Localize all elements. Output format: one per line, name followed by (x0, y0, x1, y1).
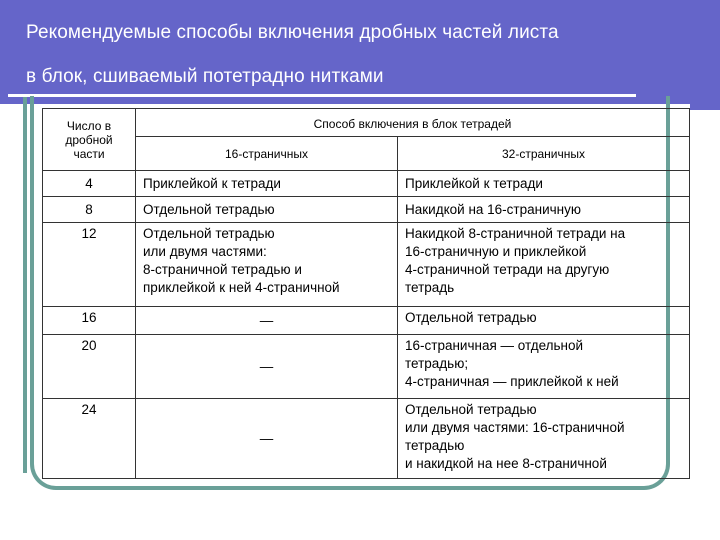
table-row (43, 335, 690, 399)
method-16-page-cell (136, 197, 398, 223)
table-row (43, 197, 690, 223)
cell-text-line: 16‑страничную и приклейкой (405, 244, 587, 259)
cell-text-line: тетрадью; (405, 356, 469, 371)
cell-text-line: 16-страничная — отдельной (405, 338, 584, 353)
cell-text-line: Отдельной тетрадью (405, 310, 537, 325)
method-32-page-cell (398, 307, 690, 335)
table-row (43, 223, 690, 307)
binding-methods-table (42, 108, 690, 479)
cell-text-line: и накидкой на нее 8-страничной (405, 456, 607, 471)
cell-text-line: — (259, 312, 274, 328)
cell-text-line: 4-страничной тетради на другую (405, 262, 610, 277)
cell-text-line: Отдельной тетрадью (143, 226, 275, 241)
method-16-page-cell (136, 307, 398, 335)
table-row (43, 307, 690, 335)
row-number-cell: 12 (43, 223, 136, 307)
table-subheader-row (43, 137, 690, 171)
row-number-cell: 16 (43, 307, 136, 335)
row-number-cell: 20 (43, 335, 136, 399)
slide-title-line-2: в блок, сшиваемый потетрадно нитками (26, 66, 384, 87)
row-number-cell: 8 (43, 197, 136, 223)
method-16-page-cell (136, 171, 398, 197)
cell-text-line: Отдельной тетрадью (405, 402, 537, 417)
cell-text-line: 8‑страничной тетрадью и (143, 262, 302, 277)
cell-text-line: — (259, 358, 274, 374)
header-group-cell: Способ включения в блок тетрадей (136, 109, 690, 137)
cell-text-line: — (259, 430, 274, 446)
method-16-page-cell (136, 223, 398, 307)
header-number-cell: Число в дробной части (43, 109, 136, 171)
cell-text-line: Накидкой 8-страничной тетради на (405, 226, 626, 241)
cell-text-line: Приклейкой к тетради (405, 175, 543, 191)
cell-text-line: или двумя частями: (143, 244, 267, 259)
title-band-notch (690, 10, 720, 110)
title-band (0, 0, 720, 104)
cell-text-line: тетрадь (405, 280, 455, 295)
header-32-page-cell: 32-страничных (398, 137, 690, 171)
method-16-page-cell (136, 335, 398, 399)
method-32-page-cell (398, 335, 690, 399)
method-32-page-cell (398, 399, 690, 479)
row-number-cell: 4 (43, 171, 136, 197)
cell-text-line: Накидкой на 16-страничную (405, 201, 581, 217)
row-number-cell: 24 (43, 399, 136, 479)
header-16-page-cell: 16-страничных (136, 137, 398, 171)
table-header-row (43, 109, 690, 137)
cell-text-line: или двумя частями: 16‑страничной (405, 420, 625, 435)
slide-title-line-1: Рекомендуемые способы включения дробных частей листа (26, 22, 559, 43)
table-row (43, 171, 690, 197)
method-32-page-cell (398, 197, 690, 223)
cell-text-line: тетрадью (405, 438, 465, 453)
method-32-page-cell (398, 171, 690, 197)
cell-text-line: Приклейкой к тетради (143, 175, 281, 191)
method-16-page-cell (136, 399, 398, 479)
cell-text-line: 4-страничная — приклейкой к ней (405, 374, 619, 389)
cell-text-line: приклейкой к ней 4-страничной (143, 280, 340, 295)
cell-text-line: Отдельной тетрадью (143, 201, 275, 217)
method-32-page-cell (398, 223, 690, 307)
table-row (43, 399, 690, 479)
frame-left-accent (23, 97, 27, 473)
